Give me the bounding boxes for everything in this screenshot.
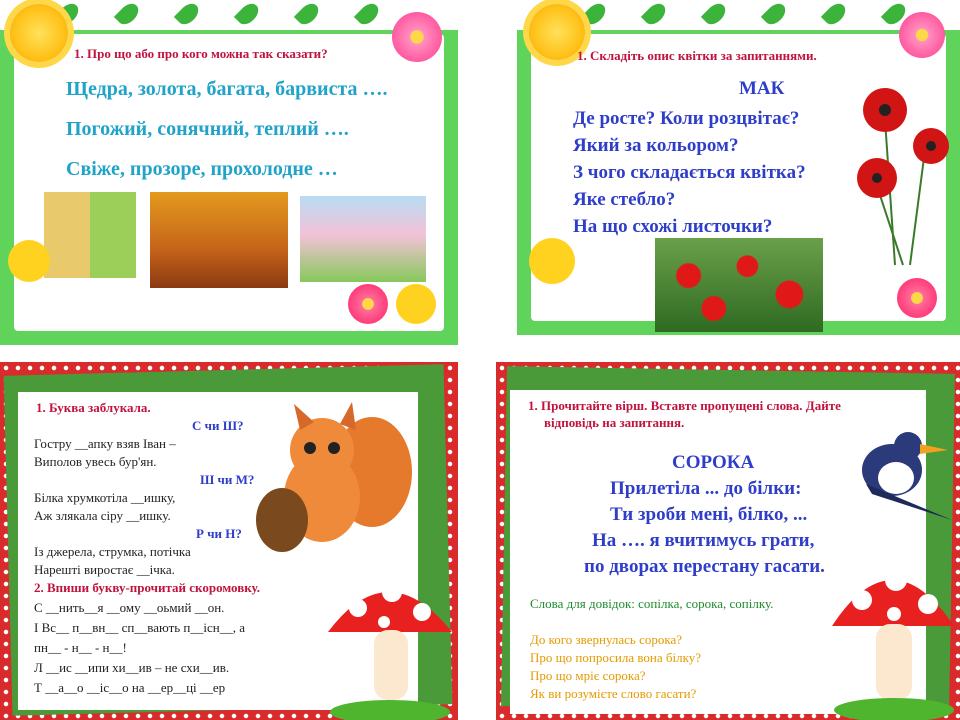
- poppy-title: МАК: [739, 78, 785, 99]
- exercise-line-14: Л __ис __ипи хи__ив – не схи__ив.: [34, 660, 230, 675]
- question-1: До кого звернулась сорока?: [530, 632, 683, 647]
- poppy-question-3: З чого складається квітка?: [573, 162, 806, 183]
- instruction-line-2: відповідь на запитання.: [544, 415, 685, 430]
- chick-icon: [529, 238, 575, 284]
- exercise-line-7: Р чи Н?: [196, 526, 242, 541]
- slide-letters: [0, 362, 458, 720]
- poem-line-4: по дворах перестану гасати.: [584, 556, 825, 577]
- seasons-tree-image: [44, 192, 136, 278]
- question-text: 1. Складіть опис квітки за запитаннями.: [577, 48, 817, 63]
- exercise-line-4: Ш чи М?: [200, 472, 255, 487]
- exercise-line-9: Нарешті виростає __ічка.: [34, 562, 175, 577]
- question-text: 1. Про що або про кого можна так сказати?: [74, 46, 328, 61]
- poppy-field-image: [655, 238, 823, 332]
- leaf-garland: [0, 0, 458, 30]
- poppy-question-2: Який за кольором?: [573, 135, 739, 156]
- poem-line-3: На …. я вчитимусь грати,: [592, 530, 815, 551]
- description-line-2: Погожий, сонячний, теплий ….: [66, 118, 349, 140]
- hint-words: Слова для довідок: сопілка, сорока, сопілку.: [530, 596, 774, 611]
- poppy-question-5: На що схожі листочки?: [573, 216, 773, 237]
- chick-icon: [8, 240, 50, 282]
- flower-icon: [392, 12, 442, 62]
- exercise-line-15: Т __а__о __іс__о на __ер__ці __ер: [34, 680, 226, 695]
- magpie-illustration: [852, 424, 960, 524]
- mushroom-illustration: [824, 548, 960, 720]
- exercise-line-10: 2. Впиши букву-прочитай скоромовку.: [34, 580, 260, 595]
- description-line-1: Щедра, золота, багата, барвиста ….: [66, 78, 388, 100]
- poem-line-1: Прилетіла ... до білки:: [610, 478, 802, 499]
- poppy-question-1: Де росте? Коли розцвітає?: [573, 108, 800, 129]
- flower-icon: [348, 284, 388, 324]
- mushroom-illustration: [318, 562, 458, 720]
- poem-line-2: Ти зроби мені, білко, ...: [610, 504, 808, 525]
- description-line-3: Свіже, прозоре, прохолодне …: [66, 158, 338, 180]
- sun-icon: [10, 4, 68, 62]
- exercise-line-6: Аж злякала сіру __ишку.: [34, 508, 171, 523]
- slide-descriptions: [0, 0, 458, 345]
- exercise-line-8: Із джерела, струмка, потічка: [34, 544, 191, 559]
- poem-title: СОРОКА: [672, 452, 755, 473]
- question-2: Про що попросила вона білку?: [530, 650, 702, 665]
- squirrel-illustration: [252, 402, 420, 562]
- exercise-line-12: І Вс__ п__вн__ сп__вають п__існ__, а: [34, 620, 246, 635]
- instruction-line-1: 1. Прочитайте вірш. Вставте пропущені слова. Дайте: [528, 398, 841, 413]
- task-title: 1. Буква заблукала.: [36, 400, 151, 415]
- question-4: Як ви розумієте слово гасати?: [530, 686, 697, 701]
- slide-poppy: [517, 0, 960, 335]
- poppy-illustration: [855, 80, 951, 270]
- flower-icon: [899, 12, 945, 58]
- spring-blossom-image: [300, 196, 426, 282]
- exercise-line-11: С __нить__я __ому __оьмий __он.: [34, 600, 225, 615]
- chick-icon: [396, 284, 436, 324]
- exercise-line-5: Білка хрумкотіла __ишку,: [34, 490, 176, 505]
- exercise-line-3: Виполов увесь бур'ян.: [34, 454, 157, 469]
- exercise-line-2: Гостру __апку взяв Іван –: [34, 436, 176, 451]
- exercise-line-1: С чи Ш?: [192, 418, 244, 433]
- autumn-park-image: [150, 192, 288, 288]
- question-3: Про що мріє сорока?: [530, 668, 646, 683]
- slide-magpie: [496, 362, 960, 720]
- flower-icon: [897, 278, 937, 318]
- poppy-question-4: Яке стебло?: [573, 189, 676, 210]
- exercise-line-13: пн__ - н__ - н__!: [34, 640, 127, 655]
